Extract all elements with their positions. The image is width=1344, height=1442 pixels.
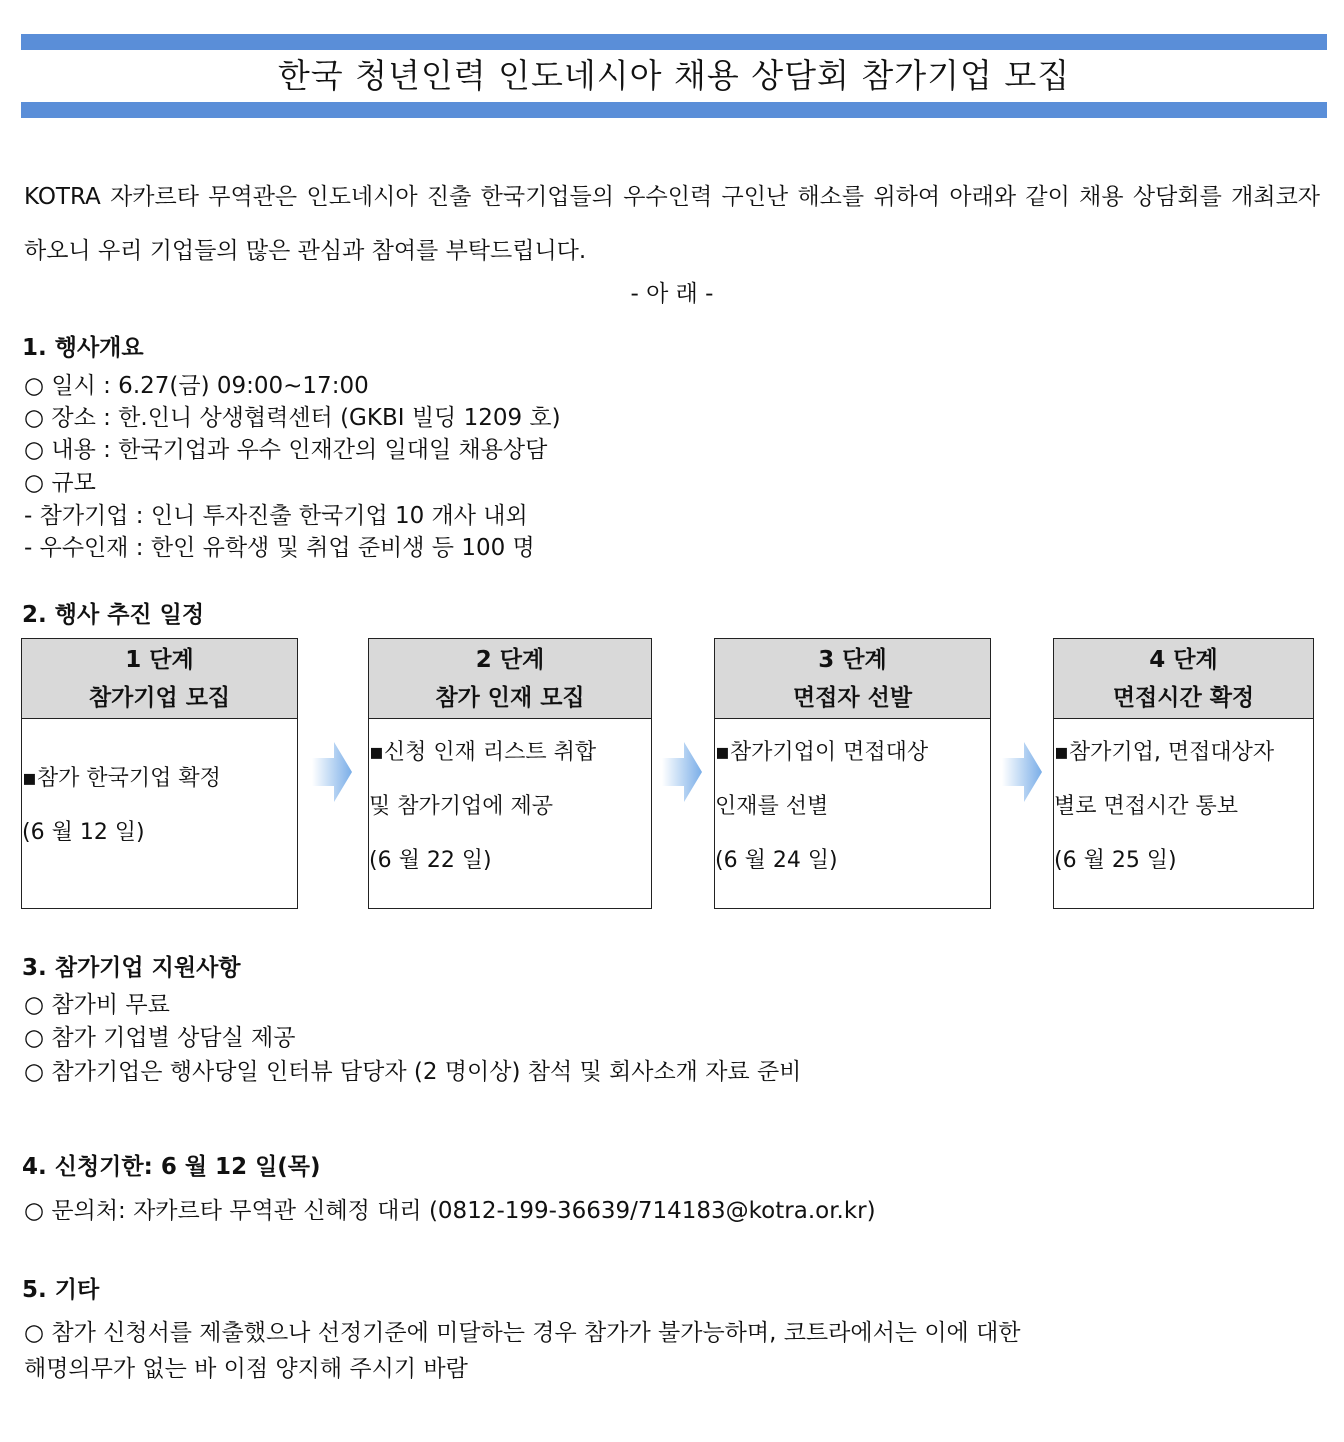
section5-line-2: 해명의무가 없는 바 이점 양지해 주시기 바람 — [24, 1356, 468, 1382]
section5-heading: 5. 기타 — [22, 1277, 100, 1303]
stage-header — [369, 639, 651, 719]
stage-line: ▪신청 인재 리스트 취합 — [369, 740, 597, 765]
stage-line: 및 참가기업에 제공 — [369, 794, 554, 819]
stage-date: (6 월 24 일) — [715, 848, 838, 873]
stage-date: (6 월 22 일) — [369, 848, 492, 873]
stage-step: 1 단계 — [125, 647, 194, 673]
arrow-right-icon — [662, 742, 702, 802]
stage-name: 면접자 선발 — [792, 685, 913, 711]
stage-line: ▪참가기업이 면접대상 — [715, 740, 929, 765]
section3-line-fee: ○ 참가비 무료 — [24, 992, 170, 1018]
stage-header — [1054, 639, 1313, 719]
intro-paragraph: KOTRA 자카르타 무역관은 인도네시아 진출 한국기업들의 우수인력 구인난 해소를 위하여 아래와 같이 채용 상담회를 개최코자 하오니 우리 기업들의 많은 관심과 참여를 부탁드립니다. — [24, 184, 1320, 264]
section4-heading: 4. 신청기한: 6 월 12 일(목) — [22, 1154, 321, 1180]
section3-line-prep: ○ 참가기업은 행사당일 인터뷰 담당자 (2 명이상) 참석 및 회사소개 자료 준비 — [24, 1059, 802, 1085]
section1-line-scale: ○ 규모 — [24, 470, 96, 496]
stage-line: ▪참가기업, 면접대상자 — [1054, 740, 1275, 765]
section3-line-room: ○ 참가 기업별 상담실 제공 — [24, 1025, 296, 1051]
stage-box-1 — [21, 638, 298, 909]
section1-heading: 1. 행사개요 — [22, 335, 144, 361]
stage-name: 참가 인재 모집 — [435, 685, 585, 711]
section1-line-content: ○ 내용 : 한국기업과 우수 인재간의 일대일 채용상담 — [24, 437, 548, 463]
stage-name: 면접시간 확정 — [1112, 685, 1255, 711]
page-title: 한국 청년인력 인도네시아 채용 상담회 참가기업 모집 — [277, 56, 1071, 95]
bottom-accent-bar — [21, 102, 1327, 118]
stage-line: 별로 면접시간 통보 — [1054, 794, 1239, 819]
stage-box-2 — [368, 638, 652, 909]
stage-date: (6 월 25 일) — [1054, 848, 1177, 873]
stage-step: 4 단계 — [1149, 647, 1218, 673]
stage-name: 참가기업 모집 — [88, 685, 231, 711]
top-accent-bar — [21, 34, 1327, 50]
stage-step: 2 단계 — [475, 647, 545, 673]
below-marker: - 아 래 - — [630, 281, 714, 307]
stage-box-4 — [1053, 638, 1314, 909]
section4-line-contact: ○ 문의처: 자카르타 무역관 신혜정 대리 (0812-199-36639/714183@kotra.or.kr) — [24, 1198, 876, 1224]
section5-line-1: ○ 참가 신청서를 제출했으나 선정기준에 미달하는 경우 참가가 불가능하며, 코트라에서는 이에 대한 — [24, 1320, 1021, 1346]
stage-box-3 — [714, 638, 991, 909]
arrow-right-icon — [312, 742, 352, 802]
section1-line-companies: - 참가기업 : 인니 투자진출 한국기업 10 개사 내외 — [24, 503, 528, 529]
stage-line: 인재를 선별 — [715, 794, 829, 819]
arrow-right-icon — [1002, 742, 1042, 802]
stage-header — [715, 639, 990, 719]
section1-line-venue: ○ 장소 : 한.인니 상생협력센터 (GKBI 빌딩 1209 호) — [24, 405, 561, 431]
stage-line: ▪참가 한국기업 확정 — [22, 766, 221, 791]
stage-header — [22, 639, 297, 719]
section1-line-date: ○ 일시 : 6.27(금) 09:00~17:00 — [24, 373, 369, 399]
section1-line-talent: - 우수인재 : 한인 유학생 및 취업 준비생 등 100 명 — [24, 535, 535, 561]
section2-heading: 2. 행사 추진 일정 — [22, 602, 205, 628]
stage-step: 3 단계 — [818, 647, 887, 673]
section3-heading: 3. 참가기업 지원사항 — [22, 955, 241, 981]
stage-date: (6 월 12 일) — [22, 820, 145, 845]
